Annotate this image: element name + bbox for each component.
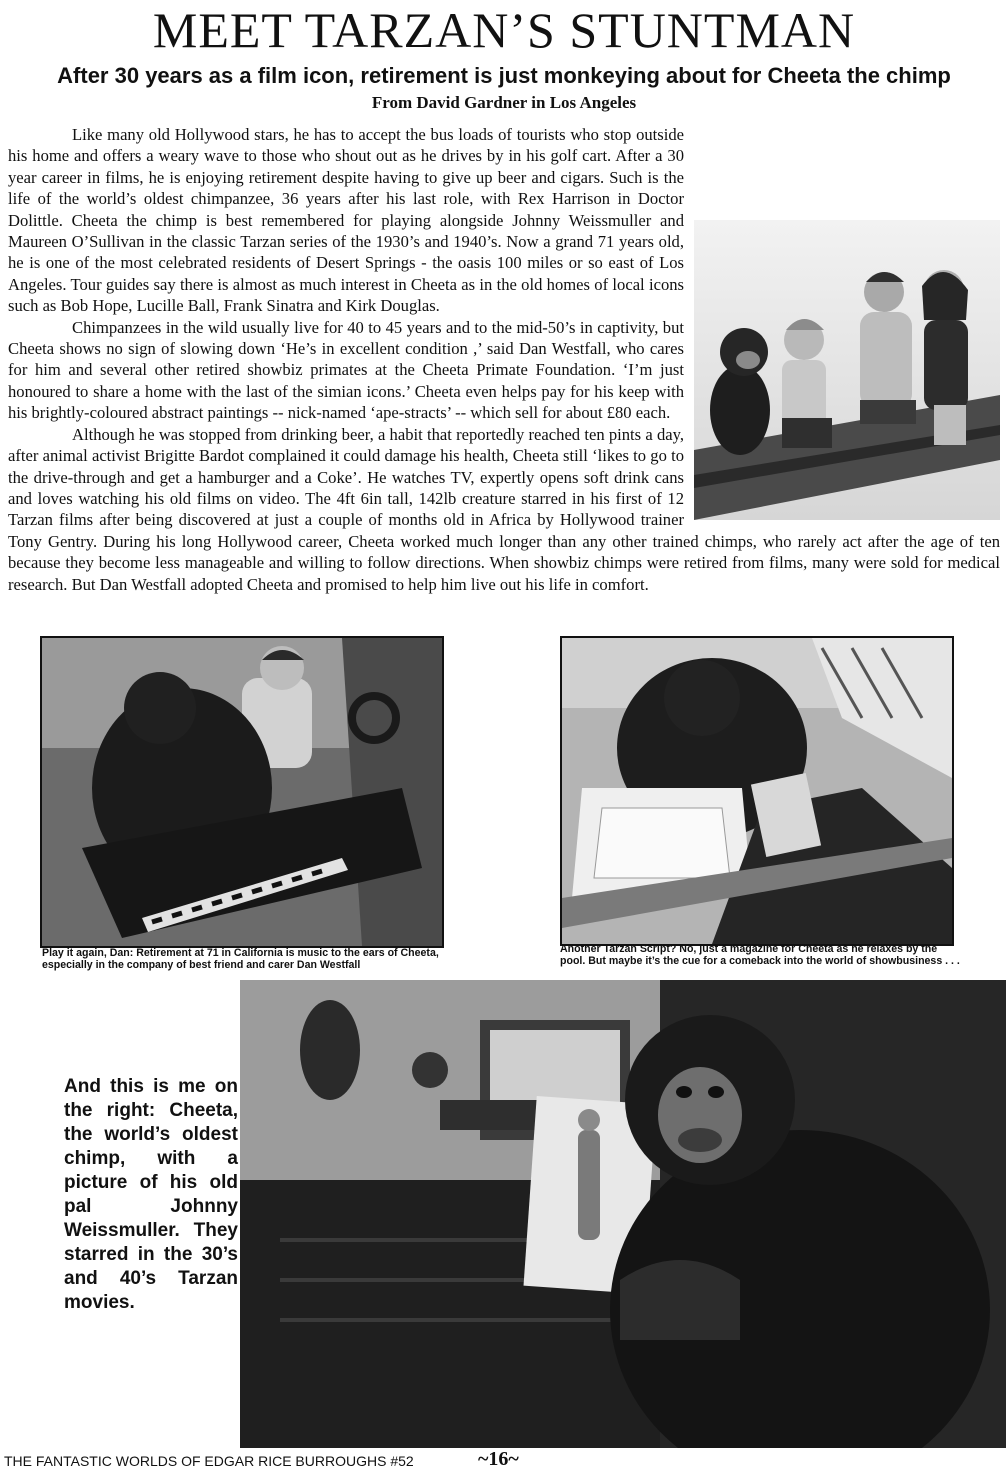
byline: From David Gardner in Los Angeles (371, 93, 637, 112)
subheadline: After 30 years as a film icon, retirement is just monkeying about for Cheeta the chimp (57, 63, 951, 88)
tarzan-cast-photo (694, 220, 1000, 520)
piano-photo-caption: Play it again, Dan: Retirement at 71 in California is music to the ears of Cheeta, especially in the company of best friend and carer Dan Westfall (42, 947, 439, 971)
portrait-photo-caption: And this is me on the right: Cheeta, the world’s oldest chimp, with a picture of his old pal Johnny Weissmuller. They starred in the 30’s and 40’s Tarzan movies. (64, 1076, 238, 1313)
portrait-photo (240, 980, 1006, 1448)
article-paragraph: Like many old Hollywood stars, he has to accept the bus loads of tourists who stop outside his home and offers a weary wave to those who shout out as he drives by in his golf cart. After a 30 year career in films, he is enjoying retirement despite having to give up beer and cigars. Such is the life of the world’s oldest chimpanzee, 36 years after his last role, with Rex Harrison in Doctor Dolittle. Cheeta the chimp is best remembered for playing alongside Johnny Weissmuller and Maureen O’Sullivan in the classic Tarzan series of the 1930’s and 1940’s. Now a grand 71 years old, he is one of the most celebrated residents of Desert Springs - the oasis 100 miles or so east of Los Angeles. Tour guides say there is almost as much interest in Cheeta as in the old homes of local icons such as Bob Hope, Lucille Ball, Frank Sinatra and Kirk Douglas. (8, 125, 684, 316)
article-paragraph: Chimpanzees in the wild usually live for 40 to 45 years and to the mid-50’s in captivity, but Cheeta shows no sign of slowing down ‘He’s in excellent condition ,’ said Dan Westfall, who cares for him and several other retired showbiz primates at the Cheeta Primate Foundation. ‘I’m just honoured to share a home with the last of the simian icons.’ Cheeta even helps pay for his keep with his brightly-coloured abstract paintings -- nick-named ‘ape-stracts’ -- which sell for about £80 each. (8, 317, 684, 423)
article-paragraph: Although he was stopped from drinking beer, a habit that reportedly reached ten pints a day, after animal activist Brigitte Bardot complained it could damage his health, Cheeta still ‘likes to go to the drive-through and get a hamburger and a Coke’. He watches TV, expertly opens soft drink cans and loves watching his old films on video. The 4ft 6in tall, 142lb creature starred in his first of 12 Tarzan films after being discovered at just a couple of months old in Africa by Hollywood trainer Tony Gentry. During his long Hollywood career, Cheeta worked much longer than any other trained chimps, who rarely act after the age of ten because they become less manageable and willing to follow directions. When showbiz chimps were retired from films, many were sold for medical research. But Dan Westfall adopted Cheeta and promised to help him live out his life in comfort. (8, 424, 1000, 594)
headline: MEET TARZAN’S STUNTMAN (152, 2, 856, 58)
pool-photo-caption: Another Tarzan Script? No, just a magazine for Cheeta as he relaxes by the pool. But maybe it’s the cue for a comeback into the world of showbusiness . . . (560, 943, 960, 967)
piano-photo (40, 636, 444, 948)
article-body (8, 124, 1000, 595)
page-number: ~16~ (478, 1448, 519, 1470)
publication-footer: THE FANTASTIC WORLDS OF EDGAR RICE BURROUGHS #52 (4, 1453, 414, 1469)
pool-photo (560, 636, 954, 946)
